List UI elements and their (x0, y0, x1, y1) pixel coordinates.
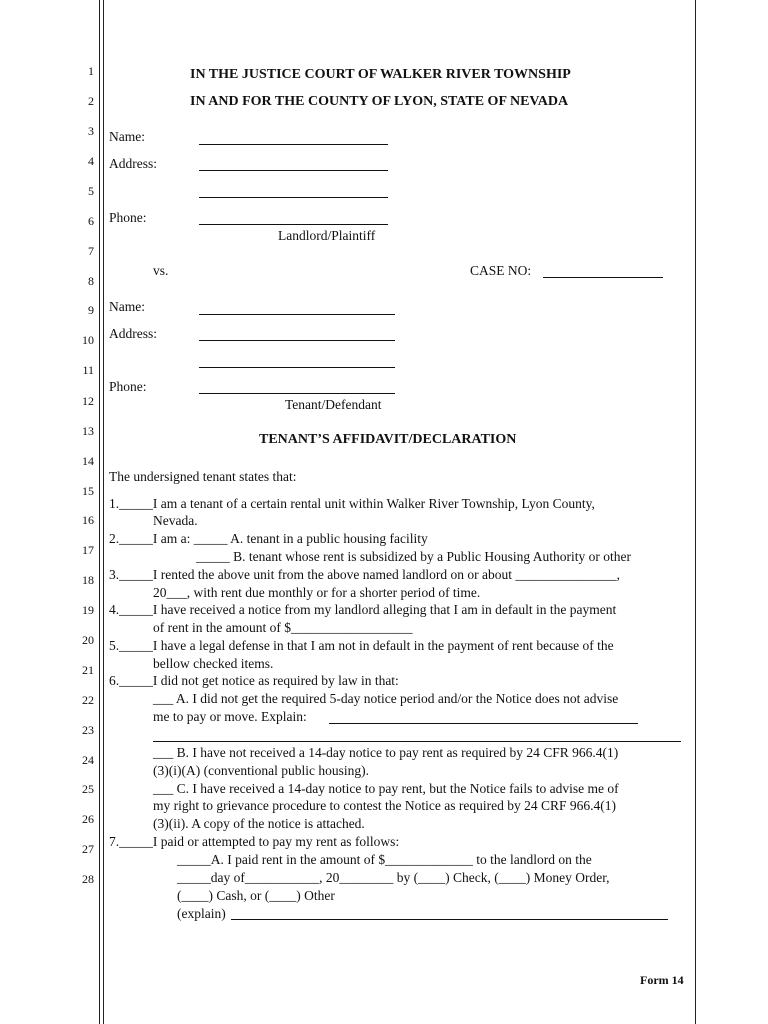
plaintiff-role: Landlord/Plaintiff (278, 228, 376, 243)
item-6c-line2: my right to grievance procedure to contest the Notice as required by 24 CRF 966.4(1) (153, 798, 617, 813)
line-number: 3 (88, 124, 94, 138)
left-margin-rule-inner (103, 0, 104, 1024)
court-heading-line2: IN AND FOR THE COUNTY OF LYON, STATE OF NEVADA (190, 94, 569, 109)
item-3-line1: 3._____I rented the above unit from the above named landlord on or about _______________, (109, 567, 621, 582)
line-number: 22 (82, 693, 94, 707)
left-margin-rule (99, 0, 100, 1024)
line-number: 20 (82, 633, 94, 647)
line-number: 24 (82, 753, 94, 767)
item-4-line1: 4._____I have received a notice from my landlord alleging that I am in default in the payment (109, 602, 617, 617)
line-number: 16 (82, 513, 94, 527)
defendant-role: Tenant/Defendant (285, 397, 382, 412)
plaintiff-name-label: Name: (109, 129, 145, 144)
plaintiff-address-label: Address: (109, 156, 157, 171)
item-3-line2: 20___, with rent due monthly or for a shorter period of time. (153, 585, 481, 600)
item-5-line2: bellow checked items. (153, 656, 274, 671)
item-1-line1: 1._____I am a tenant of a certain rental unit within Walker River Township, Lyon County, (109, 496, 595, 511)
item-6b-line2: (3)(i)(A) (conventional public housing). (153, 763, 369, 778)
line-number: 21 (82, 663, 94, 677)
explain-field[interactable] (329, 723, 638, 724)
defendant-address-label: Address: (109, 326, 157, 341)
document-title: TENANT’S AFFIDAVIT/DECLARATION (259, 432, 517, 447)
line-number: 15 (82, 484, 94, 498)
plaintiff-name-field[interactable] (199, 144, 388, 145)
defendant-phone-label: Phone: (109, 379, 147, 394)
item-7a-line4: (explain) (177, 906, 226, 921)
defendant-phone-field[interactable] (199, 393, 395, 394)
line-number: 8 (88, 274, 94, 288)
line-number: 10 (82, 333, 94, 347)
line-number: 18 (82, 573, 94, 587)
line-number: 6 (88, 214, 94, 228)
item-7a-line1: _____A. I paid rent in the amount of $_____________ to the landlord on the (177, 852, 592, 867)
line-number: 5 (88, 184, 94, 198)
plaintiff-phone-label: Phone: (109, 210, 147, 225)
item-6-line1: 6._____I did not get notice as required by law in that: (109, 673, 399, 688)
item-6a-line2: me to pay or move. Explain: (153, 709, 307, 724)
item-6c-line3: (3)(ii). A copy of the notice is attached. (153, 816, 365, 831)
line-number: 9 (88, 303, 94, 317)
item-7a-line3: (____) Cash, or (____) Other (177, 888, 335, 903)
line-number: 28 (82, 872, 94, 886)
plaintiff-address-field[interactable] (199, 170, 388, 171)
line-number: 7 (88, 244, 94, 258)
court-heading-line1: IN THE JUSTICE COURT OF WALKER RIVER TOWNSHIP (190, 67, 571, 82)
item-1-line2: Nevada. (153, 513, 198, 528)
line-number: 27 (82, 842, 94, 856)
defendant-name-label: Name: (109, 299, 145, 314)
line-number: 12 (82, 394, 94, 408)
line-number: 13 (82, 424, 94, 438)
form-number: Form 14 (640, 973, 684, 987)
item-7-line1: 7._____I paid or attempted to pay my rent as follows: (109, 834, 400, 849)
right-margin-rule (695, 0, 696, 1024)
line-number: 4 (88, 154, 94, 168)
explain-field-2[interactable] (153, 741, 681, 742)
line-number: 25 (82, 782, 94, 796)
defendant-address-field[interactable] (199, 340, 395, 341)
line-number: 1 (88, 64, 94, 78)
line-number: 26 (82, 812, 94, 826)
line-number: 19 (82, 603, 94, 617)
item-7a-line2: _____day of___________, 20________ by (____) Check, (____) Money Order, (177, 870, 610, 885)
intro-text: The undersigned tenant states that: (109, 469, 297, 484)
explain-payment-field[interactable] (231, 919, 668, 920)
line-number: 17 (82, 543, 94, 557)
plaintiff-address-field-2[interactable] (199, 197, 388, 198)
defendant-address-field-2[interactable] (199, 367, 395, 368)
item-6b-line1: ___ B. I have not received a 14-day notice to pay rent as required by 24 CFR 966.4(1) (153, 745, 619, 760)
item-5-line1: 5._____I have a legal defense in that I am not in default in the payment of rent because of the (109, 638, 614, 653)
line-number: 23 (82, 723, 94, 737)
plaintiff-phone-field[interactable] (199, 224, 388, 225)
item-4-line2: of rent in the amount of $__________________ (153, 620, 413, 635)
versus-label: vs. (153, 263, 169, 278)
item-6c-line1: ___ C. I have received a 14-day notice to pay rent, but the Notice fails to advise me of (153, 781, 619, 796)
item-6a-line1: ___ A. I did not get the required 5-day notice period and/or the Notice does not advise (153, 691, 619, 706)
case-number-label: CASE NO: (470, 263, 532, 278)
case-number-field[interactable] (543, 277, 663, 278)
line-number: 11 (82, 363, 94, 377)
item-2-line1: 2._____I am a: _____ A. tenant in a public housing facility (109, 531, 428, 546)
line-number: 2 (88, 94, 94, 108)
defendant-name-field[interactable] (199, 314, 395, 315)
line-number: 14 (82, 454, 94, 468)
item-2-line2: _____ B. tenant whose rent is subsidized by a Public Housing Authority or other (196, 549, 631, 564)
